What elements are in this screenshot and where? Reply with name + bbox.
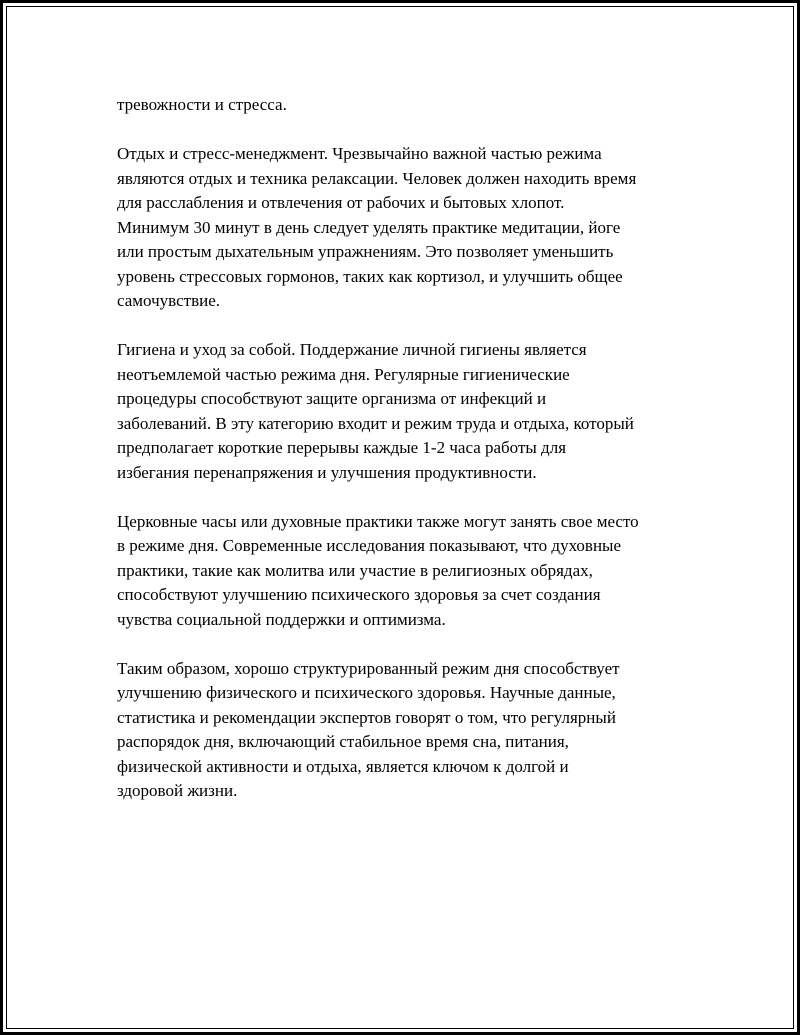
- text-line: статистика и рекомендации экспертов говорят о том, что регулярный: [117, 707, 616, 727]
- document-body: [117, 93, 697, 828]
- text-line: заболеваний. В эту категорию входит и режим труда и отдыха, который: [117, 413, 634, 433]
- text-line: здоровой жизни.: [117, 781, 238, 800]
- text-line: Таким образом, хорошо структурированный режим дня способствует: [117, 658, 620, 678]
- text-line: Церковные часы или духовные практики также могут занять свое место: [117, 511, 639, 531]
- text-line: улучшению физического и психического здоровья. Научные данные,: [117, 683, 616, 702]
- text-line: Минимум 30 минут в день следует уделять практике медитации, йоге: [117, 217, 621, 237]
- text-line: физической активности и отдыха, является ключом к долгой и: [117, 756, 569, 776]
- text-line: Отдых и стресс-менеджмент. Чрезвычайно важной частью режима: [117, 144, 602, 163]
- text-line: являются отдых и техника релаксации. Человек должен находить время: [117, 168, 637, 188]
- text-line: самочувствие.: [117, 291, 220, 310]
- paragraph-rest-and-stress-management: [117, 142, 697, 314]
- text-line: чувства социальной поддержки и оптимизма.: [117, 609, 446, 629]
- text-line: процедуры способствуют защите организма от инфекций и: [117, 389, 547, 408]
- text-line: неотъемлемой частью режима дня. Регулярные гигиенические: [117, 364, 570, 384]
- text-line: в режиме дня. Современные исследования показывают, что духовные: [117, 536, 622, 555]
- paragraph-hygiene: [117, 338, 697, 485]
- text-line: предполагает короткие перерывы каждые 1-2 часа работы для: [117, 438, 567, 457]
- text-line: избегания перенапряжения и улучшения продуктивности.: [117, 462, 537, 482]
- paragraph-conclusion: [117, 657, 697, 804]
- text-line: уровень стрессовых гормонов, таких как кортизол, и улучшить общее: [117, 266, 623, 286]
- text-line: способствуют улучшению психического здоровья за счет создания: [117, 585, 601, 604]
- text-line: Гигиена и уход за собой. Поддержание личной гигиены является: [117, 340, 587, 359]
- paragraph-stress-continuation: [117, 93, 697, 118]
- text-line: для расслабления и отвлечения от рабочих и бытовых хлопот.: [117, 193, 565, 212]
- text-line: или простым дыхательным упражнениям. Это позволяет уменьшить: [117, 242, 614, 261]
- text-line: распорядок дня, включающий стабильное время сна, питания,: [117, 732, 569, 751]
- text-line: практики, такие как молитва или участие в религиозных обрядах,: [117, 560, 593, 580]
- text-line: тревожности и стресса.: [117, 95, 287, 114]
- paragraph-spiritual-practices: [117, 510, 697, 633]
